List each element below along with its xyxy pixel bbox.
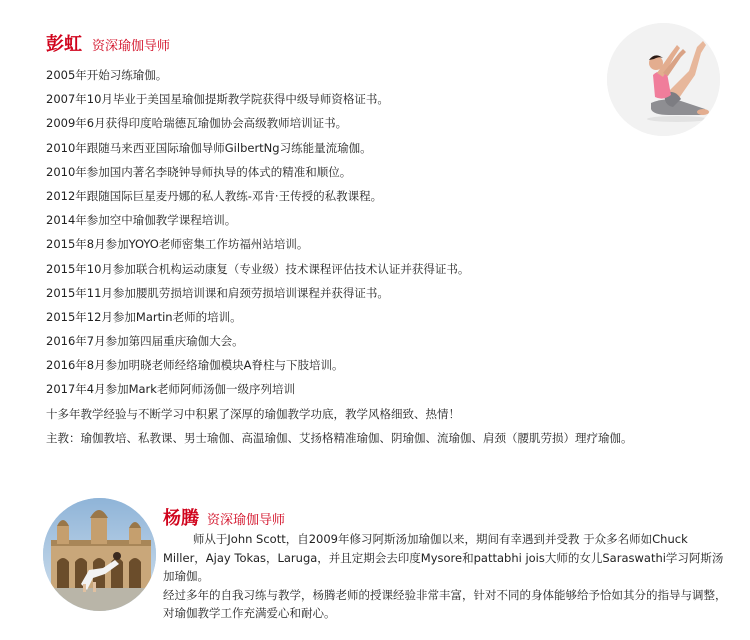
teacher1-header xyxy=(46,30,170,56)
teacher1-bio-line: 2016年7月参加第四届重庆瑜伽大会。 xyxy=(46,334,244,349)
teacher1-summary-line: 十多年教学经验与不断学习中积累了深厚的瑜伽教学功底，教学风格细致、热情！ xyxy=(46,406,460,421)
teacher2-title: 资深瑜伽导师 xyxy=(207,513,286,528)
teacher1-photo xyxy=(607,23,720,136)
teacher1-specialties-line: 主教：瑜伽教培、私教课、男士瑜伽、高温瑜伽、艾扬格精准瑜伽、阴瑜伽、流瑜伽、肩颈（腰肌劳损）理疗瑜伽。 xyxy=(46,430,633,445)
teacher1-bio-line: 2012年跟随国际巨星麦丹娜的私人教练-邓肯·王传授的私教课程。 xyxy=(46,188,383,203)
teacher1-bio-line: 2015年12月参加Martin老师的培训。 xyxy=(46,309,242,324)
teacher1-title: 资深瑜伽导师 xyxy=(92,39,171,54)
teacher1-bio-line: 2009年6月获得印度哈瑞德瓦瑜伽协会高级教师培训证书。 xyxy=(46,116,348,131)
teacher2-bio xyxy=(163,530,728,623)
teacher2-bio-paragraph: 经过多年的自我习练与教学，杨腾老师的授课经验非常丰富，针对不同的身体能够给予恰如其分的指导与调整，对瑜伽教学工作充满爱心和耐心。 xyxy=(163,587,727,620)
teacher1-bio-line: 2014年参加空中瑜伽教学课程培训。 xyxy=(46,213,237,228)
teacher1-bio-list xyxy=(46,63,726,450)
teacher1-bio-line: 2015年8月参加YOYO老师密集工作坊福州站培训。 xyxy=(46,237,309,252)
teacher1-bio-line: 2015年11月参加腰肌劳损培训课和肩颈劳损培训课程并获得证书。 xyxy=(46,285,389,300)
teacher1-bio-line: 2015年10月参加联合机构运动康复（专业级）技术课程评估技术认证并获得证书。 xyxy=(46,261,470,276)
teacher1-bio-line: 2010年跟随马来西亚国际瑜伽导师GilbertNg习练能量流瑜伽。 xyxy=(46,140,372,155)
teacher1-bio-line: 2010年参加国内著名李晓钟导师执导的体式的精准和顺位。 xyxy=(46,164,352,179)
teacher1-name: 彭虹 xyxy=(46,34,82,55)
teacher1-bio-line: 2017年4月参加Mark老师阿师汤伽一级序列培训 xyxy=(46,382,295,397)
teacher2-name: 杨腾 xyxy=(163,508,199,529)
teacher2-bio-paragraph: 师从于John Scott，自2009年修习阿斯汤加瑜伽以来，期间有幸遇到并受教 于众多名师如Chuck Miller，Ajay Tokas，Laruga，并且定期会去印度Mysore和pattabhi jois大师的女儿Saraswathi学习阿斯汤加瑜伽。 xyxy=(163,532,724,583)
teacher1-bio-line: 2016年8月参加明晓老师经络瑜伽模块A脊柱与下肢培训。 xyxy=(46,358,344,373)
teacher2-photo xyxy=(43,498,156,611)
teacher1-bio-line: 2007年10月毕业于美国星瑜伽提斯教学院获得中级导师资格证书。 xyxy=(46,92,389,107)
teacher2-header xyxy=(163,504,285,530)
teacher1-bio-line: 2005年开始习练瑜伽。 xyxy=(46,68,168,82)
